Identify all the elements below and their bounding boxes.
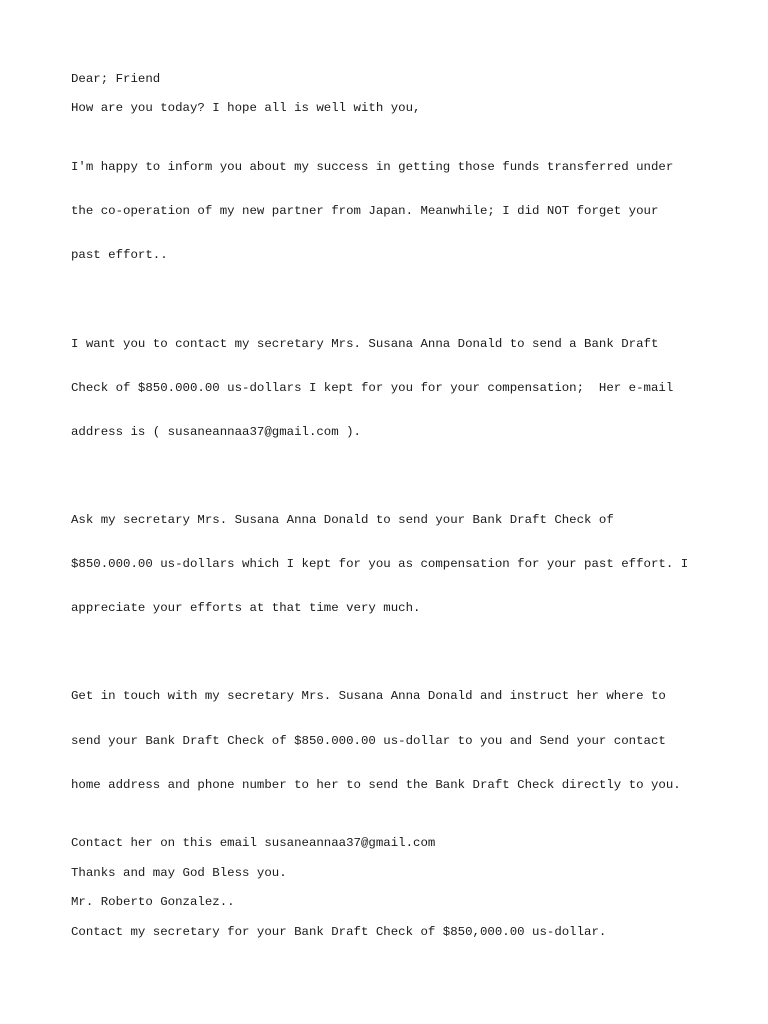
paragraph-line: past effort.. xyxy=(71,248,168,263)
paragraph-line: Ask my secretary Mrs. Susana Anna Donald to send your Bank Draft Check of xyxy=(71,513,614,528)
paragraph-line: the co-operation of my new partner from Japan. Meanwhile; I did NOT forget your xyxy=(71,204,659,219)
paragraph-line: I'm happy to inform you about my success in getting those funds transferred under xyxy=(71,160,674,175)
closing-line: Thanks and may God Bless you. xyxy=(71,865,287,880)
paragraph-contact-secretary xyxy=(71,307,731,469)
paragraph-line: address is ( susaneannaa37@gmail.com ). xyxy=(71,424,361,439)
paragraph-line: send your Bank Draft Check of $850.000.00 us-dollar to you and Send your contact xyxy=(71,733,666,748)
signature: Mr. Roberto Gonzalez.. xyxy=(71,895,235,910)
contact-email-line: Contact her on this email susaneannaa37@gmail.com xyxy=(71,836,436,851)
paragraph-line: $850.000.00 us-dollars which I kept for you as compensation for your past effort. I xyxy=(71,557,689,572)
paragraph-line: Check of $850.000.00 us-dollars I kept for you for your compensation; Her e-mail xyxy=(71,380,674,395)
paragraph-line: I want you to contact my secretary Mrs. Susana Anna Donald to send a Bank Draft xyxy=(71,336,659,351)
paragraph-ask-secretary xyxy=(71,484,731,646)
greeting: Dear; Friend xyxy=(71,72,161,86)
paragraph-get-in-touch xyxy=(71,660,731,822)
postscript: Contact my secretary for your Bank Draft Check of $850,000.00 us-dollar. xyxy=(71,924,607,939)
intro-line: How are you today? I hope all is well with you, xyxy=(71,101,421,116)
paragraph-line: Get in touch with my secretary Mrs. Susana Anna Donald and instruct her where to xyxy=(71,689,666,704)
letter-body xyxy=(71,72,731,954)
paragraph-funds-transferred xyxy=(71,131,731,293)
paragraph-line: appreciate your efforts at that time very much. xyxy=(71,601,421,616)
paragraph-line: home address and phone number to her to send the Bank Draft Check directly to you. xyxy=(71,777,681,792)
